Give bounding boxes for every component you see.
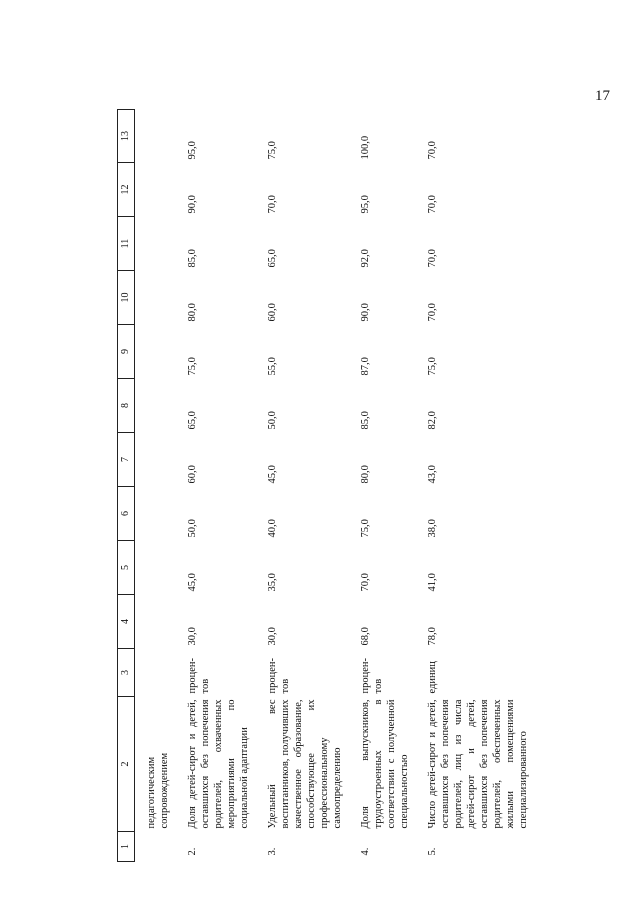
column-header: 6 xyxy=(118,487,135,541)
value-cell: 82,0 xyxy=(427,411,438,430)
value-cell: 75,0 xyxy=(360,519,371,538)
continuation-text: педагогическим сопровождением xyxy=(146,752,170,829)
value-cell: 95,0 xyxy=(360,195,371,214)
value-cell: 35,0 xyxy=(267,573,278,592)
table-row xyxy=(347,110,414,862)
value-cell: 50,0 xyxy=(267,411,278,430)
value-cell: 90,0 xyxy=(360,303,371,322)
value-cell: 60,0 xyxy=(267,303,278,322)
column-header: 4 xyxy=(118,595,135,649)
value-cell: 70,0 xyxy=(360,573,371,592)
column-header: 11 xyxy=(118,217,135,271)
value-cell: 30,0 xyxy=(267,627,278,646)
unit-cell: процен-тов xyxy=(360,657,384,694)
value-cell: 85,0 xyxy=(360,411,371,430)
value-cell: 100,0 xyxy=(360,135,371,160)
column-header: 2 xyxy=(118,697,135,832)
value-cell: 65,0 xyxy=(187,411,198,430)
value-cell: 80,0 xyxy=(187,303,198,322)
column-header: 9 xyxy=(118,325,135,379)
table-row xyxy=(174,110,254,862)
unit-cell: единиц xyxy=(427,661,438,694)
value-cell: 80,0 xyxy=(360,465,371,484)
indicator-name: Удельный вес воспитанников, получивших качественное образование, способствующее их профессиональному самоопределению xyxy=(267,699,343,829)
value-cell: 45,0 xyxy=(187,573,198,592)
indicator-name: Число детей-сирот и детей, оставшихся без попечения родителей, лиц из числа детей-сирот и детей, оставшихся без попечения родителей, обеспеченных жилыми помещениями специализированного xyxy=(427,699,529,829)
column-number-row xyxy=(118,110,135,862)
value-cell: 38,0 xyxy=(427,519,438,538)
value-cell: 70,0 xyxy=(427,249,438,268)
value-cell: 60,0 xyxy=(187,465,198,484)
value-cell: 55,0 xyxy=(267,357,278,376)
value-cell: 70,0 xyxy=(427,195,438,214)
value-cell: 40,0 xyxy=(267,519,278,538)
value-cell: 87,0 xyxy=(360,357,371,376)
table-row xyxy=(254,110,347,862)
indicators-table-rotated xyxy=(117,110,529,862)
table-row-continuation xyxy=(135,110,175,862)
unit-cell: процен-тов xyxy=(267,657,291,694)
value-cell: 95,0 xyxy=(187,141,198,160)
value-cell: 75,0 xyxy=(187,357,198,376)
value-cell: 41,0 xyxy=(427,573,438,592)
value-cell: 75,0 xyxy=(427,357,438,376)
value-cell: 45,0 xyxy=(267,465,278,484)
value-cell: 78,0 xyxy=(427,627,438,646)
value-cell: 75,0 xyxy=(267,141,278,160)
page-number: 17 xyxy=(595,88,610,104)
value-cell: 65,0 xyxy=(267,249,278,268)
row-number: 2. xyxy=(187,847,198,856)
column-header: 7 xyxy=(118,433,135,487)
value-cell: 50,0 xyxy=(187,519,198,538)
column-header: 13 xyxy=(118,110,135,163)
value-cell: 92,0 xyxy=(360,249,371,268)
row-number: 3. xyxy=(267,847,278,856)
column-header: 5 xyxy=(118,541,135,595)
column-header: 3 xyxy=(118,649,135,697)
value-cell: 90,0 xyxy=(187,195,198,214)
value-cell: 70,0 xyxy=(267,195,278,214)
indicator-name: Доля выпускников, трудоустроенных в соответствии с полученной специальностью xyxy=(360,699,410,829)
unit-cell: процен-тов xyxy=(187,657,211,694)
column-header: 12 xyxy=(118,163,135,217)
value-cell: 70,0 xyxy=(427,303,438,322)
value-cell: 43,0 xyxy=(427,465,438,484)
column-header: 1 xyxy=(118,832,135,862)
table-row xyxy=(414,110,533,862)
column-header: 8 xyxy=(118,379,135,433)
value-cell: 30,0 xyxy=(187,627,198,646)
value-cell: 68,0 xyxy=(360,627,371,646)
value-cell: 70,0 xyxy=(427,141,438,160)
indicator-name: Доля детей-сирот и детей, оставшихся без попечения родителей, охваченных мероприятиями по социальной адаптации xyxy=(187,699,250,829)
row-number: 5. xyxy=(427,847,438,856)
indicators-table xyxy=(117,109,533,862)
value-cell: 85,0 xyxy=(187,249,198,268)
row-number: 4. xyxy=(360,847,371,856)
column-header: 10 xyxy=(118,271,135,325)
